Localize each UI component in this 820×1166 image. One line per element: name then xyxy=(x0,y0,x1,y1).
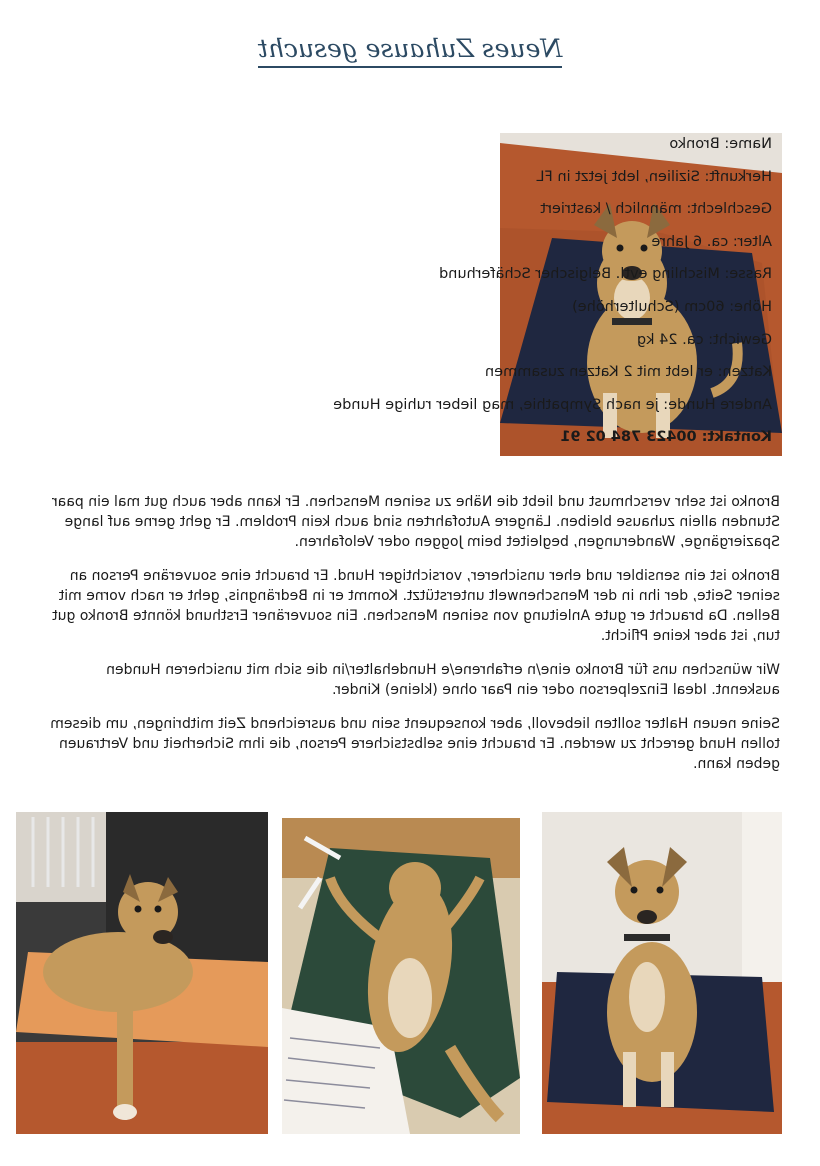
dog-photo-sitting xyxy=(542,812,782,1134)
description xyxy=(38,492,780,788)
fact-breed: Rasse: Mischling evtl. Belgischer Schäferhund xyxy=(438,266,772,283)
fact-contact: Kontakt: 00423 784 02 91 xyxy=(560,429,772,446)
fact-cats: Katzen: er lebt mit 2 Katzen zusammen xyxy=(484,364,772,381)
description-paragraph: Bronko ist ein sensibler und eher unsicherer, vorsichtiger Hund. Er braucht eine souveräne Person an seiner Seite, der ihn in der Menschenwelt unterstützt. Kommt er in Bedrängnis, geht er nach vorne mit Bellen. Da braucht er gute Anleitung von seinen Menschen. Ein souveräner Ersthund könnte Bronko gut tun, ist aber keine Pflicht. xyxy=(52,568,780,644)
dog-facts-list xyxy=(333,128,772,454)
description-paragraph: Wir wünschen uns für Bronko eine/n erfahrene/e Hundehalter/in die sich mit unsicheren Hunden auskennt. Ideal Einzelperson oder ein Paar ohne (kleine) Kinder. xyxy=(106,662,780,698)
fact-name: Name: Bronko xyxy=(669,136,772,152)
description-paragraph: Seine neuen Halter sollten liebevoll, aber konsequent sein und ausreichend Zeit mitbringen, um diesem tollen Hund gerecht zu werden. Er braucht eine selbstsichere Person, die ihm Sicherheit und Vertrauen geben kann. xyxy=(50,716,780,772)
fact-sex: Geschlecht: männlich / kastriert xyxy=(540,201,772,218)
dog-photo-lying-bed xyxy=(16,812,268,1134)
fact-age: Alter: ca. 6 Jahre xyxy=(651,233,772,250)
fact-origin: Herkunft: Sizilien, lebt jetzt in FL xyxy=(536,168,772,185)
description-paragraph: Bronko ist sehr verschmust und liebt die Nähe zu seinen Menschen. Er kann aber auch gut mal ein paar Stunden allein zuhause bleiben. Längere Autofahrten sind auch kein Problem. Er geht gerne auf lange Spaziergänge, Wanderungen, begleitet beim Joggen oder Velofahren. xyxy=(51,494,780,550)
flyer-title-text: Neues Zuhause gesucht xyxy=(258,34,562,68)
flyer-title xyxy=(0,34,820,63)
fact-other-dogs: Andere Hunde: je nach Sympathie, mag lieber ruhige Hunde xyxy=(333,396,772,413)
dog-photo-lying-on-back xyxy=(282,818,520,1134)
fact-height: Höhe: 60cm (Schulterhöhe) xyxy=(572,298,772,315)
fact-weight: Gewicht: ca. 24 kg xyxy=(636,331,772,348)
